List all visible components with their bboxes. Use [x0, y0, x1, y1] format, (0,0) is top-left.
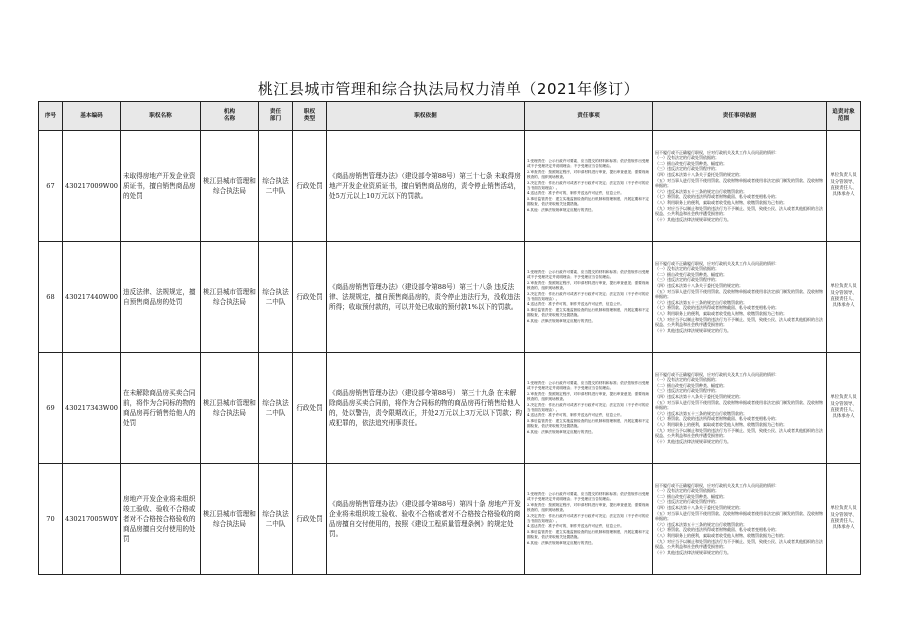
cell-code: 430217343W00 [63, 353, 121, 464]
header-type: 职权 类型 [293, 102, 327, 131]
cell-dept: 综合执法二中队 [259, 131, 293, 242]
cell-type: 行政处罚 [293, 353, 327, 464]
cell-code: 430217009W00 [63, 131, 121, 242]
cell-code: 430217005W0Y [63, 464, 121, 575]
cell-resp-basis: 因不履行或不正确履行职权，应对行政机关及其工作人员问责的情形： （一）没有法定的行政处罚依据的； （二）擅自改变行政处罚种类、幅度的； （三）违反法定的行政处罚程序的； （四）违反本法第十八条关于委托处罚的规定的； （五）对当事人进行处罚不使用罚款、没收财物单据或者使用非法定部门制发的罚款、没收财物单据的； （六）违反本法第五十三条的规定自行收缴罚款的； （七）将罚款、没收的违法所得或者财物截留、私分或者变相私分的； （八）利用职务上的便利，索取或者收受他人财物、收缴罚款据为己有的； （九）对应当予以制止和处罚的违法行为不予制止、处罚，致使公民、法人或者其他组织的合法权益、公共利益和社会秩序遭受损害的； （十）其他违反法律法规规章规定的行为。 [653, 353, 827, 464]
cell-accountability: 单位负责人员及分管领导、直接责任人、具体承办人 [827, 464, 861, 575]
cell-org: 桃江县城市管理和综合执法局 [201, 242, 259, 353]
cell-name: 房地产开发企业将未组织竣工验收、验收不合格或者对不合格按合格验收的商品房擅自交付使用的处罚 [121, 464, 201, 575]
document-title: 桃江县城市管理和综合执法局权力清单（2021年修订） [257, 80, 640, 98]
cell-seq: 68 [39, 242, 63, 353]
cell-resp-basis: 因不履行或不正确履行职权，应对行政机关及其工作人员问责的情形： （一）没有法定的行政处罚依据的； （二）擅自改变行政处罚种类、幅度的； （三）违反法定的行政处罚程序的； （四）违反本法第十八条关于委托处罚的规定的； （五）对当事人进行处罚不使用罚款、没收财物单据或者使用非法定部门制发的罚款、没收财物单据的； （六）违反本法第五十三条的规定自行收缴罚款的； （七）将罚款、没收的违法所得或者财物截留、私分或者变相私分的； （八）利用职务上的便利，索取或者收受他人财物、收缴罚款据为己有的； （九）对应当予以制止和处罚的违法行为不予制止、处罚，致使公民、法人或者其他组织的合法权益、公共利益和社会秩序遭受损害的； （十）其他违反法律法规规章规定的行为。 [653, 131, 827, 242]
cell-resp-items: 1.受理责任：公示行政许可要素、应当提交的材料和标准；依法依规作出受理或不予受理决定并说明理由；不予受理应当告知理由。 2.审查责任：按照规定程序，对申请材料进行审查，提出审查意见；需要现场核查的，组织现场核查。 3.决定责任：作出行政许可或者不予行政许可决定；法定告知（不予许可的应当书面告知理由）。 4.送达责任：准予许可的，制作并送达许可证件，信息公开。 5.事后监管责任：建立实施监督检查的运行机制和管理制度，开展定期和不定期检查，依法采取相关处置措施。 6.其他：法律法规规章规定应履行的责任。 [525, 131, 653, 242]
header-seq: 序号 [39, 102, 63, 131]
header-items: 责任事项 [525, 102, 653, 131]
cell-basis: 《商品房销售管理办法》（建设部令第88号）第三十八条 违反法律、法规规定，擅自预售商品房的，责令停止违法行为，没收违法所得；收取预付款的，可以并处已收取的预付款1%以下的罚款。 [327, 242, 525, 353]
cell-dept: 综合执法二中队 [259, 464, 293, 575]
cell-type: 行政处罚 [293, 242, 327, 353]
cell-basis: 《商品房销售管理办法》（建设部令第88号）第三十七条 未取得房地产开发企业资质证书，擅自销售商品房的，责令停止销售活动，处5万元以上10万元以下的罚款。 [327, 131, 525, 242]
header-code: 基本编码 [63, 102, 121, 131]
cell-basis: 《商品房销售管理办法》（建设部令第88号）第四十条 房地产开发企业将未组织竣工验收、验收不合格或者对不合格按合格验收的商品房擅自交付使用的，按照《建设工程质量管理条例》的规定处罚。 [327, 464, 525, 575]
cell-seq: 67 [39, 131, 63, 242]
cell-code: 430217440W00 [63, 242, 121, 353]
header-dept: 责任 部门 [259, 102, 293, 131]
table-header-row [39, 102, 861, 131]
header-basis: 职权依据 [327, 102, 525, 131]
cell-accountability: 单位负责人员及分管领导、直接责任人、具体承办人 [827, 353, 861, 464]
table-row [39, 242, 861, 353]
cell-dept: 综合执法二中队 [259, 242, 293, 353]
header-org: 机构 名称 [201, 102, 259, 131]
cell-name: 未取得房地产开发企业资质证书，擅自销售商品房的处罚 [121, 131, 201, 242]
header-accountability: 追责对象 范围 [827, 102, 861, 131]
cell-name: 违反法律、法规规定，擅自预售商品房的处罚 [121, 242, 201, 353]
cell-resp-basis: 因不履行或不正确履行职权，应对行政机关及其工作人员问责的情形： （一）没有法定的行政处罚依据的； （二）擅自改变行政处罚种类、幅度的； （三）违反法定的行政处罚程序的； （四）违反本法第十八条关于委托处罚的规定的； （五）对当事人进行处罚不使用罚款、没收财物单据或者使用非法定部门制发的罚款、没收财物单据的； （六）违反本法第五十三条的规定自行收缴罚款的； （七）将罚款、没收的违法所得或者财物截留、私分或者变相私分的； （八）利用职务上的便利，索取或者收受他人财物、收缴罚款据为己有的； （九）对应当予以制止和处罚的违法行为不予制止、处罚，致使公民、法人或者其他组织的合法权益、公共利益和社会秩序遭受损害的； （十）其他违反法律法规规章规定的行为。 [653, 242, 827, 353]
cell-resp-basis: 因不履行或不正确履行职权，应对行政机关及其工作人员问责的情形： （一）没有法定的行政处罚依据的； （二）擅自改变行政处罚种类、幅度的； （三）违反法定的行政处罚程序的； （四）违反本法第十八条关于委托处罚的规定的； （五）对当事人进行处罚不使用罚款、没收财物单据或者使用非法定部门制发的罚款、没收财物单据的； （六）违反本法第五十三条的规定自行收缴罚款的； （七）将罚款、没收的违法所得或者财物截留、私分或者变相私分的； （八）利用职务上的便利，索取或者收受他人财物、收缴罚款据为己有的； （九）对应当予以制止和处罚的违法行为不予制止、处罚，致使公民、法人或者其他组织的合法权益、公共利益和社会秩序遭受损害的； （十）其他违反法律法规规章规定的行为。 [653, 464, 827, 575]
header-name: 职权名称 [121, 102, 201, 131]
table-row [39, 464, 861, 575]
cell-org: 桃江县城市管理和综合执法局 [201, 353, 259, 464]
cell-resp-items: 1.受理责任：公示行政许可要素、应当提交的材料和标准；依法依规作出受理或不予受理决定并说明理由；不予受理应当告知理由。 2.审查责任：按照规定程序，对申请材料进行审查，提出审查意见；需要现场核查的，组织现场核查。 3.决定责任：作出行政许可或者不予行政许可决定；法定告知（不予许可的应当书面告知理由）。 4.送达责任：准予许可的，制作并送达许可证件，信息公开。 5.事后监管责任：建立实施监督检查的运行机制和管理制度，开展定期和不定期检查，依法采取相关处置措施。 6.其他：法律法规规章规定应履行的责任。 [525, 464, 653, 575]
cell-basis: 《商品房销售管理办法》（建设部令第88号） 第三十九条 在未解除商品房买卖合同前，将作为合同标的物的商品房再行销售给他人的，处以警告，责令限期改正，并处2万元以上3万元以下罚款；构成犯罪的，依法追究刑事责任。 [327, 353, 525, 464]
cell-seq: 69 [39, 353, 63, 464]
header-items-basis: 责任事项依据 [653, 102, 827, 131]
cell-name: 在未解除商品房买卖合同前，将作为合同标的物的商品房再行销售给他人的处罚 [121, 353, 201, 464]
cell-resp-items: 1.受理责任：公示行政许可要素、应当提交的材料和标准；依法依规作出受理或不予受理决定并说明理由；不予受理应当告知理由。 2.审查责任：按照规定程序，对申请材料进行审查，提出审查意见；需要现场核查的，组织现场核查。 3.决定责任：作出行政许可或者不予行政许可决定；法定告知（不予许可的应当书面告知理由）。 4.送达责任：准予许可的，制作并送达许可证件，信息公开。 5.事后监管责任：建立实施监督检查的运行机制和管理制度，开展定期和不定期检查，依法采取相关处置措施。 6.其他：法律法规规章规定应履行的责任。 [525, 353, 653, 464]
cell-dept: 综合执法二中队 [259, 353, 293, 464]
cell-org: 桃江县城市管理和综合执法局 [201, 464, 259, 575]
table-row [39, 131, 861, 242]
cell-accountability: 单位负责人员及分管领导、直接责任人、具体承办人 [827, 131, 861, 242]
power-list-table [38, 101, 861, 575]
cell-resp-items: 1.受理责任：公示行政许可要素、应当提交的材料和标准；依法依规作出受理或不予受理决定并说明理由；不予受理应当告知理由。 2.审查责任：按照规定程序，对申请材料进行审查，提出审查意见；需要现场核查的，组织现场核查。 3.决定责任：作出行政许可或者不予行政许可决定；法定告知（不予许可的应当书面告知理由）。 4.送达责任：准予许可的，制作并送达许可证件，信息公开。 5.事后监管责任：建立实施监督检查的运行机制和管理制度，开展定期和不定期检查，依法采取相关处置措施。 6.其他：法律法规规章规定应履行的责任。 [525, 242, 653, 353]
cell-type: 行政处罚 [293, 131, 327, 242]
cell-org: 桃江县城市管理和综合执法局 [201, 131, 259, 242]
cell-seq: 70 [39, 464, 63, 575]
table-row [39, 353, 861, 464]
cell-type: 行政处罚 [293, 464, 327, 575]
cell-accountability: 单位负责人员及分管领导、直接责任人、具体承办人 [827, 242, 861, 353]
